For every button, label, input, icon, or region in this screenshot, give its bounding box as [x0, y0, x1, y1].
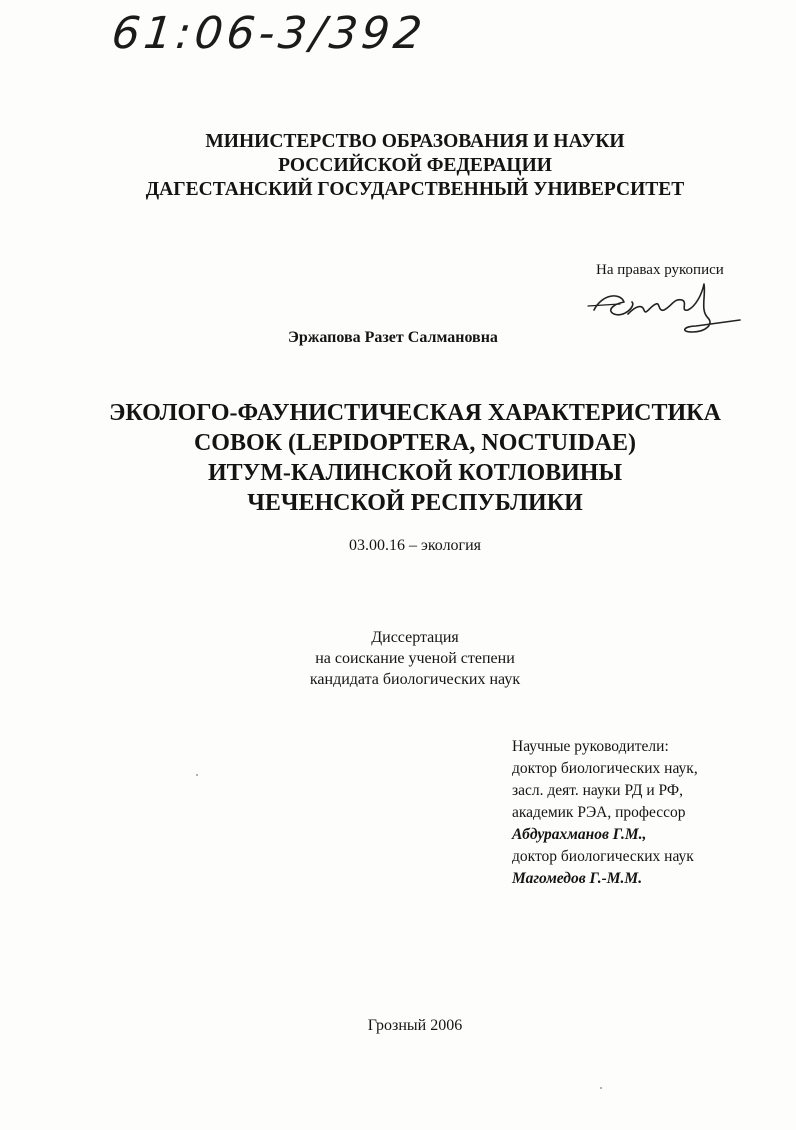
thesis-title	[0, 398, 796, 518]
degree-statement	[0, 627, 796, 690]
supervisors-heading: Научные руководители:	[512, 738, 669, 755]
supervisor-credential: засл. деят. науки РД и РФ,	[512, 782, 684, 799]
title-line: ЭКОЛОГО-ФАУНИСТИЧЕСКАЯ ХАРАКТЕРИСТИКА	[109, 400, 721, 426]
supervisor-credential: доктор биологических наук,	[512, 760, 698, 777]
degree-line: Диссертация	[371, 629, 459, 646]
ministry-header	[0, 130, 796, 202]
specialty-code: 03.00.16 – экология	[348, 537, 482, 554]
author-name: Эржапова Разет Салмановна	[288, 329, 498, 346]
ministry-line: МИНИСТЕРСТВО ОБРАЗОВАНИЯ И НАУКИ	[205, 131, 625, 152]
title-line: СОВОК (LEPIDOPTERA, NOCTUIDAE)	[193, 430, 637, 456]
degree-line: на соискание ученой степени	[315, 650, 515, 667]
manuscript-note: На правах рукописи	[596, 262, 724, 278]
city-year: Грозный 2006	[367, 1017, 463, 1034]
ministry-line: РОССИЙСКОЙ ФЕДЕРАЦИИ	[278, 155, 552, 176]
supervisor-name-second: Магомедов Г.-М.М.	[512, 870, 643, 887]
supervisor-name-first: Абдурахманов Г.М.,	[512, 826, 647, 843]
degree-line: кандидата биологических наук	[309, 671, 521, 688]
supervisor-credential: академик РЭА, профессор	[512, 804, 686, 821]
title-line: ИТУМ-КАЛИНСКОЙ КОТЛОВИНЫ	[207, 460, 623, 486]
supervisors-block	[512, 736, 698, 890]
archive-code: 61:06-3/392	[109, 8, 429, 59]
ministry-line: ДАГЕСТАНСКИЙ ГОСУДАРСТВЕННЫЙ УНИВЕРСИТЕТ	[145, 179, 685, 200]
supervisor-credential: доктор биологических наук	[512, 848, 694, 865]
title-line: ЧЕЧЕНСКОЙ РЕСПУБЛИКИ	[247, 490, 583, 516]
scan-speck	[600, 1087, 602, 1089]
scan-speck	[196, 774, 198, 776]
author-signature	[584, 276, 744, 338]
